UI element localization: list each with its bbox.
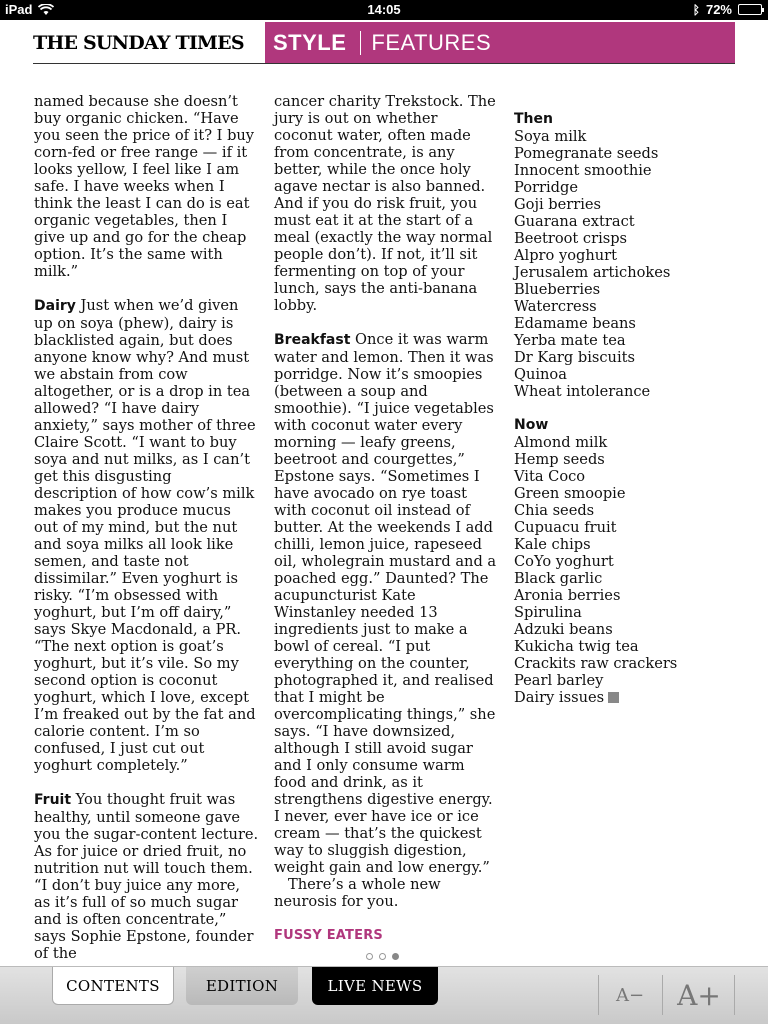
- list-item: [514, 451, 744, 468]
- list-item: [514, 621, 744, 638]
- list-item: [514, 587, 744, 604]
- paragraph-text: Once it was warm water and lemon. Then it was porridge. Now it’s smoopies (between a soup and smoothie). “I juice vegetables with coconut water every morning — leafy greens, beetroot and courgettes,” Epstone says. “Sometimes I have avocado on rye toast with coconut oil instead of butter. At the weekends I add chilli, lemon juice, rapeseed oil, wholegrain mustard and a poached egg.” Daunted? The acupuncturist Kate Winstanley needed 13 ingredients just to make a bowl of cereal. “I put everything on the counter, photographed it, and realised that I might be overcomplicating things,” she says. “I have downsized, although I still avoid sugar and I only consume warm food and drink, as it strengthens digestive energy. I never, ever have ice or ice cream — that’s the quickest way to sluggish digestion, weight gain and low energy.”: [274, 331, 497, 876]
- list-item-label: Beetroot crisps: [514, 230, 628, 247]
- list-item-label: Pomegranate seeds: [514, 145, 659, 162]
- end-of-article-icon: [608, 692, 619, 703]
- story-kicker[interactable]: FUSSY EATERS: [274, 928, 383, 943]
- list-item-label: Kale chips: [514, 536, 591, 553]
- paragraph-dairy: [34, 297, 259, 774]
- then-heading: Then: [514, 111, 553, 127]
- list-item-label: Quinoa: [514, 366, 567, 383]
- list-item: [514, 196, 744, 213]
- article-column-2: [274, 93, 499, 944]
- font-smaller-button[interactable]: A−: [615, 984, 645, 1006]
- list-item-label: Green smoopie: [514, 485, 626, 502]
- list-item: [514, 655, 744, 672]
- list-item: [514, 264, 744, 281]
- list-item-label: Black garlic: [514, 570, 603, 587]
- list-item-label: Soya milk: [514, 128, 587, 145]
- list-item: [514, 213, 744, 230]
- list-item-label: Blueberries: [514, 281, 601, 298]
- status-bar: [0, 0, 768, 20]
- device-name: iPad: [5, 2, 33, 17]
- paragraph-breakfast: [274, 331, 499, 876]
- paragraph-closing: There’s a whole new neurosis for you.: [274, 876, 441, 910]
- battery-icon: [738, 4, 762, 15]
- list-item-label: Yerba mate tea: [514, 332, 626, 349]
- list-item-label: Aronia berries: [514, 587, 621, 604]
- paragraph: cancer charity Trekstock. The jury is out on whether coconut water, often made from concentrate, is any better, while the once holy agave nectar is also banned. And if you do risk fruit, you must eat it at the start of a meal (exactly the way normal people don’t). If not, it’ll sit fermenting on top of your lunch, says the anti-banana lobby.: [274, 93, 496, 314]
- list-item-label: Adzuki beans: [514, 621, 613, 638]
- paragraph-text: Just when we’d given up on soya (phew), dairy is blacklisted again, but does anyone know why? And must we abstain from cow altogether, or is a drop in tea allowed? “I have dairy anxiety,” says mother of three Claire Scott. “I want to buy soya and nut milks, as I can’t get this disgusting description of how cow’s milk makes you produce mucus out of my mind, but the nut and soya milks all look like semen, and taste not dissimilar.” Even yoghurt is risky. “I’m obsessed with yoghurt, but I’m off dairy,” says Skye Macdonald, a PR. “The next option is goat’s yoghurt, but it’s vile. So my second option is coconut yoghurt, which I love, except I’m freaked out by the fat and calorie content. I’m so confused, I just cut out yoghurt completely.”: [34, 297, 256, 774]
- subsection-title: FEATURES: [371, 30, 492, 55]
- list-item-label: Crackits raw crackers: [514, 655, 678, 672]
- list-item: [514, 145, 744, 162]
- list-item: [514, 230, 744, 247]
- list-item: [514, 298, 744, 315]
- list-item-label: Spirulina: [514, 604, 582, 621]
- paragraph-fruit: [34, 791, 259, 962]
- list-item-label: Hemp seeds: [514, 451, 605, 468]
- page-indicator[interactable]: [366, 953, 399, 960]
- list-item: [514, 638, 744, 655]
- list-item: [514, 281, 744, 298]
- then-list: [514, 128, 744, 400]
- list-item: [514, 315, 744, 332]
- list-item-label: Goji berries: [514, 196, 601, 213]
- subhead-breakfast: Breakfast: [274, 332, 351, 348]
- paragraph-text: You thought fruit was healthy, until someone gave you the sugar-content lecture. As for juice or dried fruit, no nutrition nut will touch them. “I don’t buy juice any more, as it’s full of so much sugar and is often concentrate,” says Sophie Epstone, founder of the: [34, 791, 259, 962]
- now-list: [514, 434, 744, 706]
- list-item-label: Dairy issues: [514, 689, 605, 706]
- list-item: [514, 485, 744, 502]
- bluetooth-icon: ᛒ: [692, 2, 700, 17]
- list-item-label: Jerusalem artichokes: [514, 264, 671, 281]
- section-title: STYLE: [273, 30, 347, 55]
- list-item: [514, 536, 744, 553]
- masthead-logo[interactable]: THE SUNDAY TIMES: [33, 32, 244, 54]
- list-item-label: Almond milk: [514, 434, 608, 451]
- sidebar-lists: [514, 111, 744, 723]
- toolbar-divider: [662, 975, 663, 1015]
- list-item: [514, 689, 744, 706]
- list-item-label: Innocent smoothie: [514, 162, 652, 179]
- list-item: [514, 570, 744, 587]
- list-item-label: Watercress: [514, 298, 597, 315]
- now-heading: Now: [514, 417, 549, 433]
- list-item: [514, 672, 744, 689]
- toolbar-divider: [598, 975, 599, 1015]
- tab-edition[interactable]: EDITION: [186, 967, 298, 1005]
- list-item: [514, 179, 744, 196]
- battery-percent: 72%: [705, 2, 732, 17]
- list-item-label: Vita Coco: [514, 468, 586, 485]
- list-item: [514, 383, 744, 400]
- list-item-label: Cupuacu fruit: [514, 519, 617, 536]
- list-item: [514, 604, 744, 621]
- list-item: [514, 553, 744, 570]
- list-item: [514, 332, 744, 349]
- page-dot[interactable]: [392, 953, 399, 960]
- subhead-fruit: Fruit: [34, 792, 72, 808]
- bottom-toolbar: [0, 966, 768, 1024]
- list-item-label: Pearl barley: [514, 672, 604, 689]
- list-item: [514, 349, 744, 366]
- paragraph: named because she doesn’t buy organic chicken. “Have you seen the price of it? I buy corn-fed or free range — if it looks yellow, I feel like I am safe. I have weeks when I think the least I can do is eat organic vegetables, then I give up and go for the cheap option. It’s the same with milk.”: [34, 93, 255, 280]
- list-item-label: CoYo yoghurt: [514, 553, 614, 570]
- tab-live-news[interactable]: LIVE NEWS: [312, 967, 438, 1005]
- list-item-label: Guarana extract: [514, 213, 635, 230]
- page-dot[interactable]: [366, 953, 373, 960]
- list-item-label: Alpro yoghurt: [514, 247, 617, 264]
- list-item: [514, 247, 744, 264]
- list-item: [514, 502, 744, 519]
- list-item-label: Edamame beans: [514, 315, 636, 332]
- section-banner: [265, 22, 735, 64]
- page-dot[interactable]: [379, 953, 386, 960]
- subhead-dairy: Dairy: [34, 298, 76, 314]
- article-column-1: [34, 93, 259, 962]
- list-item-label: Dr Karg biscuits: [514, 349, 635, 366]
- list-item: [514, 366, 744, 383]
- list-item: [514, 434, 744, 451]
- toolbar-divider: [734, 975, 735, 1015]
- list-item: [514, 519, 744, 536]
- tab-contents[interactable]: CONTENTS: [52, 967, 174, 1005]
- list-item-label: Porridge: [514, 179, 578, 196]
- list-item: [514, 162, 744, 179]
- header-rule: [33, 63, 735, 64]
- list-item-label: Chia seeds: [514, 502, 595, 519]
- page-header: [33, 22, 735, 64]
- list-item-label: Wheat intolerance: [514, 383, 651, 400]
- list-item: [514, 468, 744, 485]
- list-item: [514, 128, 744, 145]
- status-time: 14:05: [367, 2, 401, 17]
- section-divider: [360, 31, 361, 55]
- font-larger-button[interactable]: A+: [677, 978, 721, 1012]
- list-item-label: Kukicha twig tea: [514, 638, 639, 655]
